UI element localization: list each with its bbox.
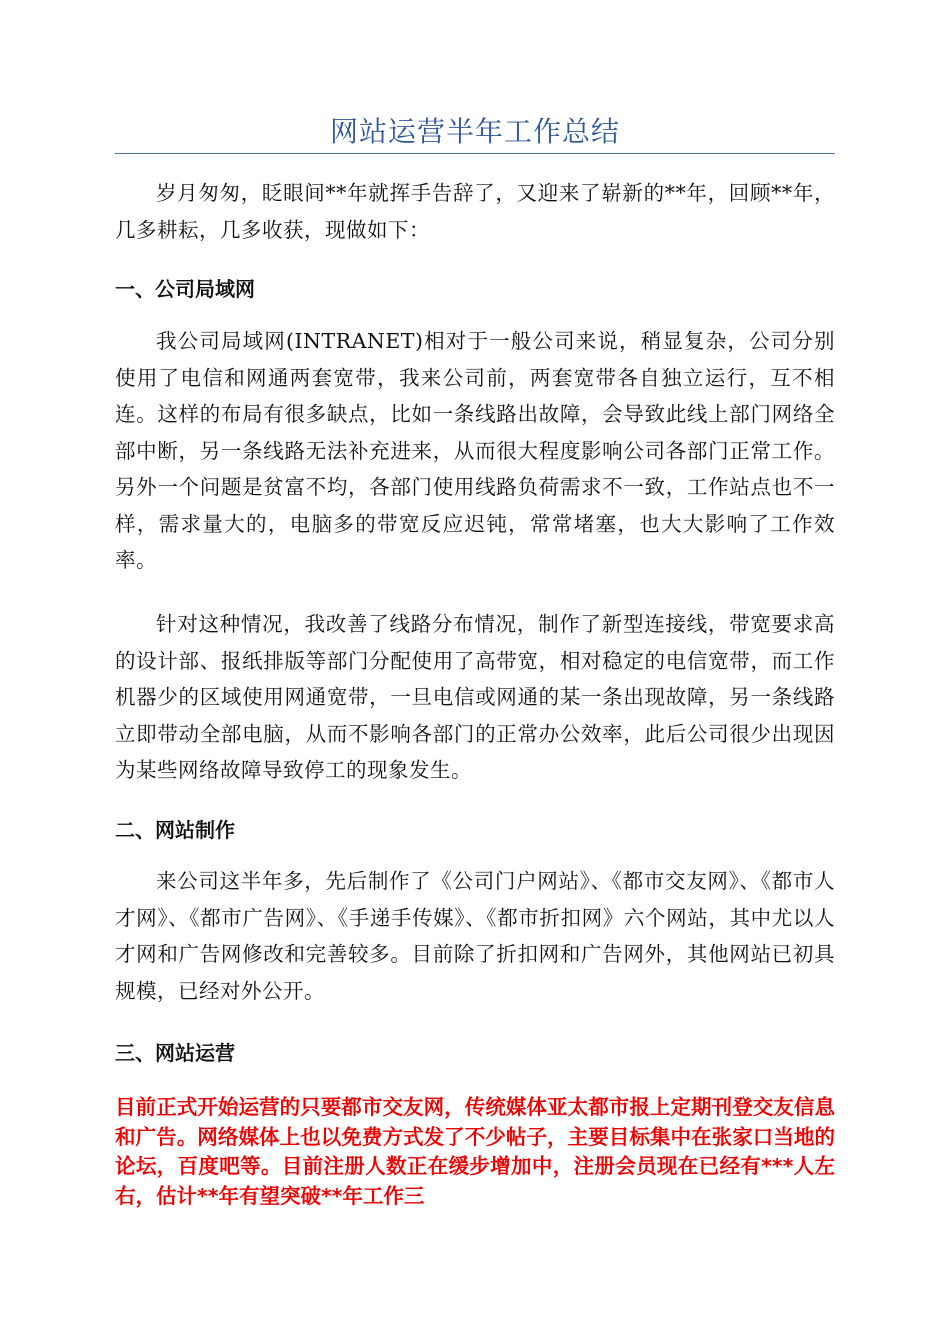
title-underline xyxy=(115,153,835,154)
section-heading-website-dev: 二、网站制作 xyxy=(115,818,235,842)
section-heading-lan: 一、公司局域网 xyxy=(115,277,255,301)
section-heading-operations: 三、网站运营 xyxy=(115,1041,235,1065)
document-title: 网站运营半年工作总结 xyxy=(329,115,620,148)
lan-paragraph-1: 我公司局域网(INTRANET)相对于一般公司来说，稍显复杂，公司分别使用了电信和网通两套宽带，我来公司前，两套宽带各自独立运行，互不相连。这样的布局有很多缺点，比如一条线路出故障，会导致此线上部门网络全部中断，另一条线路无法补充进来，从而很大程度影响公司各部门正常工作。另外一个问题是贫富不均，各部门使用线路负荷需求不一致，工作站点也不一样，需求量大的，电脑多的带宽反应迟钝，常常堵塞，也大大影响了工作效率。 xyxy=(115,329,835,572)
website-dev-paragraph: 来公司这半年多，先后制作了《公司门户网站》、《都市交友网》、《都市人才网》、《都市广告网》、《手递手传媒》、《都市折扣网》六个网站，其中尤以人才网和广告网修改和完善较多。目前除了折扣网和广告网外，其他网站已初具规模，已经对外公开。 xyxy=(115,869,835,1003)
intro-paragraph: 岁月匆匆，眨眼间**年就挥手告辞了，又迎来了崭新的**年，回顾**年，几多耕耘，几多收获，现做如下： xyxy=(115,181,835,242)
lan-paragraph-2: 针对这种情况，我改善了线路分布情况，制作了新型连接线，带宽要求高的设计部、报纸排版等部门分配使用了高带宽，相对稳定的电信宽带，而工作机器少的区域使用网通宽带，一旦电信或网通的某一条出现故障，另一条线路立即带动全部电脑，从而不影响各部门的正常办公效率，此后公司很少出现因为某些网络故障导致停工的现象发生。 xyxy=(115,612,835,782)
operations-highlight-paragraph: 目前正式开始运营的只要都市交友网，传统媒体亚太都市报上定期刊登交友信息和广告。网络媒体上也以免费方式发了不少帖子，主要目标集中在张家口当地的论坛，百度吧等。目前注册人数正在缓步增加中，注册会员现在已经有***人左右，估计**年有望突破**年工作三 xyxy=(115,1095,835,1208)
